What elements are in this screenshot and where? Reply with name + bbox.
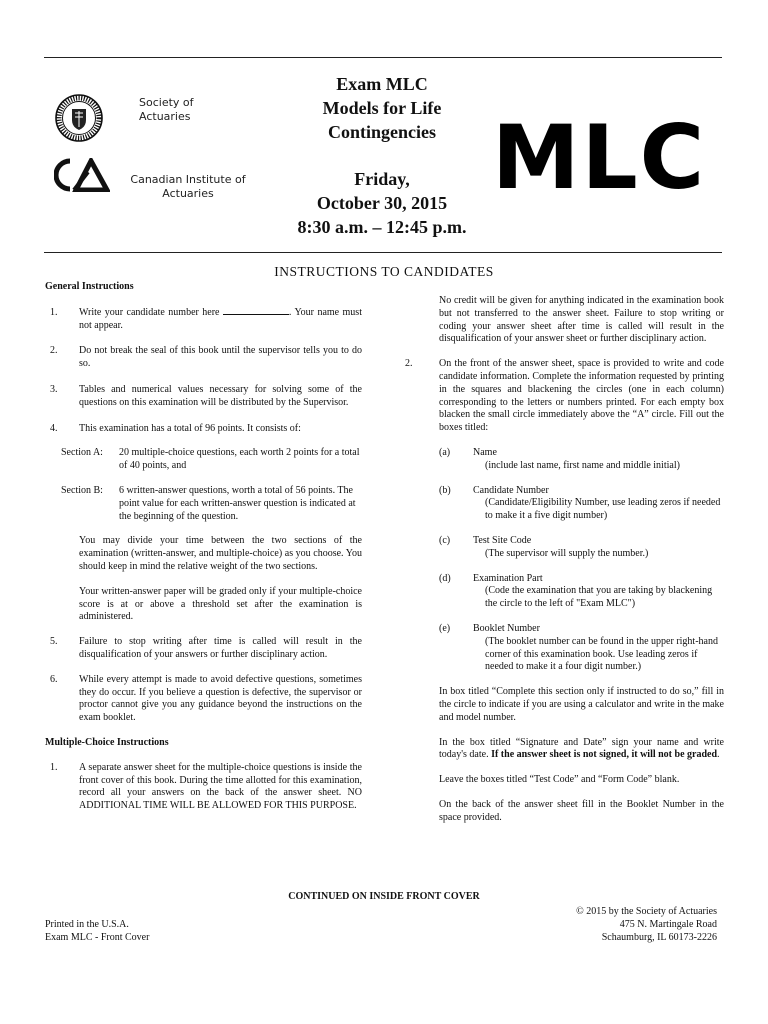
mc-item-1 — [45, 762, 362, 813]
box-name — [405, 447, 724, 473]
box-description: (The supervisor will supply the number.) — [485, 547, 649, 559]
exam-time: 8:30 a.m. – 12:45 p.m. — [297, 217, 467, 237]
item-number: 4. — [50, 422, 58, 434]
item-number: 2. — [50, 345, 58, 357]
box-title: Test Site Code — [473, 534, 532, 546]
general-item-4 — [45, 423, 362, 436]
signature-end: . — [717, 749, 720, 761]
item-4-paragraph: You may divide your time between the two sections of the examination (written-answer, and multiple-choice) as you choose. You should keep in mind the relative weight of the two sections. — [79, 535, 362, 572]
item-text: Write your candidate number here — [79, 306, 223, 318]
candidate-number-blank — [223, 314, 289, 315]
box-booklet-number — [405, 623, 724, 674]
box-description: (Candidate/Eligibility Number, use leading zeros if needed to make it a five digit number) — [485, 497, 721, 522]
left-column — [45, 281, 362, 813]
box-label: (c) — [439, 534, 451, 546]
item-text: On the front of the answer sheet, space is provided to write and code candidate information. Complete the information requested by printing in the squares and blackening the circles (one in each column) corresponding to the letters or numbers printed. For each empty box blacken the small circle immediately above the “A” circle. Fill out the boxes titled: — [439, 358, 724, 434]
item-text: Do not break the seal of this book until the supervisor tells you to do so. — [79, 345, 362, 370]
exam-code-large: MLC — [492, 106, 707, 209]
section-b-label: Section B: — [61, 484, 103, 496]
section-a-label: Section A: — [61, 447, 103, 459]
back-of-sheet-paragraph: On the back of the answer sheet fill in the Booklet Number in the space provided. — [439, 798, 724, 823]
signature-warning: If the answer sheet is not signed, it will not be graded — [491, 749, 718, 761]
item-text: . Your name must not appear. — [79, 306, 362, 331]
section-a-text: 20 multiple-choice questions, each worth 2 points for a total of 40 points, and — [119, 447, 360, 472]
signature-text: In the box titled “Signature and Date” sign your name and write today's date. — [439, 736, 724, 761]
general-item-6 — [45, 674, 362, 725]
exam-date-line: October 30, 2015 — [316, 193, 448, 213]
general-instructions-heading: General Instructions — [45, 281, 134, 292]
box-test-site-code — [405, 535, 724, 561]
box-label: (b) — [439, 484, 451, 496]
box-title: Examination Part — [473, 572, 543, 584]
mc-item-2 — [405, 358, 724, 435]
soa-seal-logo — [55, 94, 103, 142]
box-examination-part — [405, 573, 724, 611]
blank-boxes-paragraph: Leave the boxes titled “Test Code” and “Form Code” blank. — [439, 774, 680, 786]
continued-notice: CONTINUED ON INSIDE FRONT COVER — [288, 891, 480, 902]
box-label: (d) — [439, 572, 451, 584]
instructions-heading: INSTRUCTIONS TO CANDIDATES — [274, 264, 494, 279]
general-item-3 — [45, 384, 362, 410]
box-label: (e) — [439, 622, 451, 634]
copyright: © 2015 by the Society of Actuaries — [576, 906, 717, 917]
box-description: (Code the examination that you are taking by blackening the circle to the left of "Exam MLC") — [485, 585, 713, 610]
footer-right — [576, 905, 717, 944]
general-item-1 — [45, 307, 362, 333]
box-title: Name — [473, 446, 497, 458]
exam-day: Friday, — [354, 169, 410, 189]
item-number: 1. — [50, 761, 58, 773]
exam-title-line: Exam MLC — [336, 74, 428, 94]
address-line-2: Schaumburg, IL 60173-2226 — [601, 932, 717, 943]
item-text: Failure to stop writing after time is called will result in the disqualification of your answers or further disciplinary action. — [79, 636, 362, 660]
box-title: Booklet Number — [473, 622, 540, 634]
mc-item-1-continued: No credit will be given for anything indicated in the examination book but not transferred to the answer sheet. Failure to stop writing or coding your answer sheet after time is called will result in the disqualification of your answer sheet or further disciplinary action. — [439, 295, 724, 345]
printed-in: Printed in the U.S.A. — [45, 919, 129, 930]
address-line-1: 475 N. Martingale Road — [619, 919, 717, 930]
box-label: (a) — [439, 446, 451, 458]
exam-title-line: Models for Life — [322, 98, 442, 118]
item-4-paragraph: Your written-answer paper will be graded only if your multiple-choice score is at or above a threshold set after the examination is administered. — [79, 585, 362, 623]
general-item-5 — [45, 636, 362, 662]
soa-name: Society of Actuaries — [139, 96, 194, 123]
exam-date — [262, 167, 502, 239]
box-description: (The booklet number can be found in the upper right-hand corner of this examination book. Use leading zeros if needed to make it a four digit number.) — [485, 635, 718, 673]
right-column — [405, 295, 724, 825]
top-rule — [44, 57, 722, 58]
header-rule — [44, 252, 722, 253]
general-item-2 — [45, 345, 362, 371]
section-a — [45, 447, 362, 473]
section-b — [45, 485, 362, 523]
item-number: 6. — [50, 673, 58, 685]
item-text: Tables and numerical values necessary for solving some of the questions on this examination will be distributed by the Supervisor. — [79, 383, 362, 408]
cia-logo — [54, 158, 110, 192]
signature-paragraph — [405, 737, 724, 763]
item-text: This examination has a total of 96 points. It consists of: — [79, 422, 301, 434]
item-text: A separate answer sheet for the multiple-choice questions is inside the front cover of this book. During the time allotted for this examination, record all your answers on the back of the answer sheet. NO ADDITIONAL TIME WILL BE ALLOWED FOR THIS PURPOSE. — [79, 761, 362, 812]
calculator-paragraph: In box titled “Complete this section only if instructed to do so,” fill in the circle to indicate if you are using a calculator and write in the make and model number. — [439, 686, 724, 723]
box-description: (include last name, first name and middle initial) — [485, 459, 680, 471]
multiple-choice-heading: Multiple-Choice Instructions — [45, 736, 169, 748]
cia-name: Canadian Institute of Actuaries — [130, 173, 246, 200]
front-cover-label: Exam MLC - Front Cover — [45, 932, 150, 943]
exam-title — [262, 72, 502, 144]
box-candidate-number — [405, 485, 724, 523]
item-text: While every attempt is made to avoid defective questions, sometimes they do occur. If you believe a question is defective, the supervisor or proctor cannot give you any guidance beyond the instructions on the exam booklet. — [79, 673, 362, 724]
item-number: 2. — [405, 358, 413, 370]
exam-title-line: Contingencies — [328, 122, 436, 142]
section-b-text: 6 written-answer questions, worth a total of 56 points. The point value for each written-answer question is indicated at the beginning of the question. — [119, 484, 356, 522]
footer-left — [45, 918, 149, 944]
item-number: 1. — [50, 306, 58, 318]
item-number: 5. — [50, 636, 58, 648]
box-title: Candidate Number — [473, 484, 549, 496]
item-number: 3. — [50, 383, 58, 395]
